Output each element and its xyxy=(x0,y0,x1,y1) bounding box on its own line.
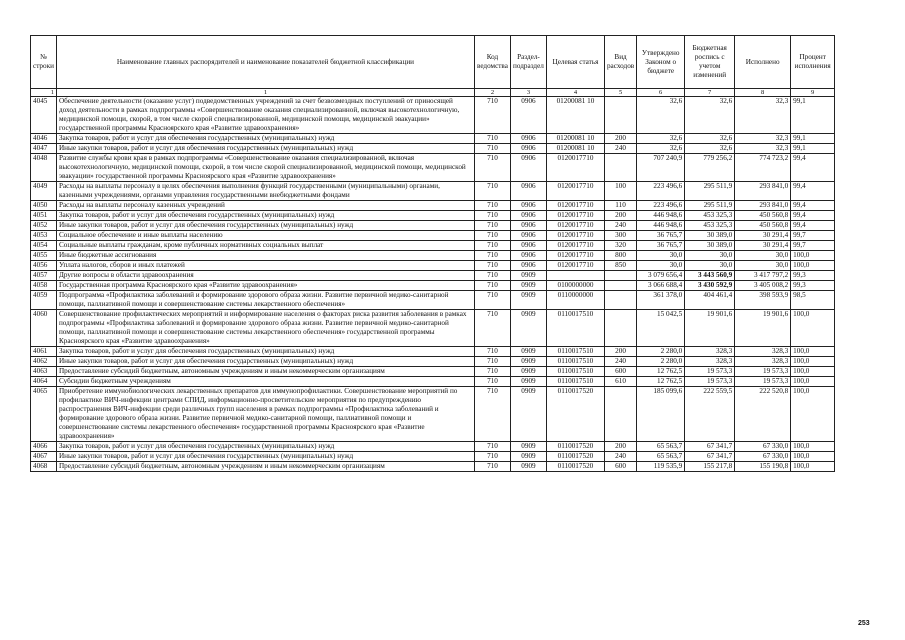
section-code: 0909 xyxy=(510,271,546,281)
row-name: Приобретение иммунобиологических лекарственных препаратов для иммунопрофилактики. Совершенствование мероприятий по профилактике ВИЧ-инфекции центрами СПИД, информационно-просветительские мероприятия по предупреждению распространения ВИЧ-инфекции среди различных групп населения в рамках подпрограммы «Профилактика заболеваний и формирование здорового образа жизни. Развитие первичной медико-санитарной помощи, паллиативной помощи и совершенствование системы лекарственного обеспечения» государственной программы Красноярского края «Развитие здравоохранения» xyxy=(56,387,474,442)
header-department-code: Код ведомства xyxy=(474,36,510,89)
section-code: 0906 xyxy=(510,154,546,182)
percent-executed: 100,0 xyxy=(791,251,835,261)
department-code: 710 xyxy=(474,442,510,452)
table-row xyxy=(31,271,835,281)
table-row xyxy=(31,291,835,310)
target-article: 0120017710 xyxy=(546,261,604,271)
percent-executed: 100,0 xyxy=(791,357,835,367)
table-row xyxy=(31,452,835,462)
budget-amount: 3 430 592,9 xyxy=(685,281,735,291)
section-code: 0906 xyxy=(510,241,546,251)
column-number: 2 xyxy=(474,89,510,97)
executed-amount: 30 291,4 xyxy=(735,241,791,251)
budget-amount: 453 325,3 xyxy=(685,211,735,221)
expense-type: 240 xyxy=(604,144,636,154)
executed-amount: 19 573,3 xyxy=(735,367,791,377)
approved-amount: 3 066 688,4 xyxy=(637,281,685,291)
section-code: 0909 xyxy=(510,281,546,291)
target-article: 0110000000 xyxy=(546,291,604,310)
section-code: 0906 xyxy=(510,144,546,154)
approved-amount: 3 079 656,4 xyxy=(637,271,685,281)
section-code: 0909 xyxy=(510,377,546,387)
row-name: Иные закупки товаров, работ и услуг для обеспечения государственных (муниципальных) нужд xyxy=(56,144,474,154)
percent-executed: 99,4 xyxy=(791,201,835,211)
section-code: 0906 xyxy=(510,134,546,144)
target-article: 0110017520 xyxy=(546,442,604,452)
section-code: 0909 xyxy=(510,452,546,462)
approved-amount: 361 378,0 xyxy=(637,291,685,310)
department-code: 710 xyxy=(474,291,510,310)
percent-executed: 100,0 xyxy=(791,347,835,357)
approved-amount: 32,6 xyxy=(637,144,685,154)
header-budget-schedule: Бюджетная роспись с учетом изменений xyxy=(685,36,735,89)
expense-type xyxy=(604,281,636,291)
department-code: 710 xyxy=(474,281,510,291)
row-name: Социальные выплаты гражданам, кроме публичных нормативных социальных выплат xyxy=(56,241,474,251)
department-code: 710 xyxy=(474,154,510,182)
row-name: Предоставление субсидий бюджетным, автономным учреждениям и иным некоммерческим организациям xyxy=(56,462,474,472)
approved-amount: 30,0 xyxy=(637,261,685,271)
row-name: Иные закупки товаров, работ и услуг для обеспечения государственных (муниципальных) нужд xyxy=(56,452,474,462)
percent-executed: 99,1 xyxy=(791,134,835,144)
budget-amount: 67 341,7 xyxy=(685,442,735,452)
executed-amount: 30 291,4 xyxy=(735,231,791,241)
target-article: 01200081 10 xyxy=(546,134,604,144)
approved-amount: 32,6 xyxy=(637,97,685,134)
header-percent: Процент исполнения xyxy=(791,36,835,89)
approved-amount: 30,0 xyxy=(637,251,685,261)
header-executed: Исполнено xyxy=(735,36,791,89)
column-number: 9 xyxy=(791,89,835,97)
section-code: 0906 xyxy=(510,231,546,241)
executed-amount: 450 560,8 xyxy=(735,211,791,221)
row-number: 4058 xyxy=(31,281,57,291)
row-name: Расходы на выплаты персоналу в целях обеспечения выполнения функций государственными (муниципальными) органами, казенными учреждениями, органами управления государственными внебюджетными фондами xyxy=(56,182,474,201)
budget-amount: 30 389,0 xyxy=(685,241,735,251)
percent-executed: 99,3 xyxy=(791,281,835,291)
expense-type: 600 xyxy=(604,462,636,472)
page-number: 253 xyxy=(858,620,870,627)
expense-type xyxy=(604,271,636,281)
approved-amount: 65 563,7 xyxy=(637,442,685,452)
row-number: 4068 xyxy=(31,462,57,472)
expense-type: 800 xyxy=(604,251,636,261)
table-row xyxy=(31,231,835,241)
target-article: 0110017510 xyxy=(546,367,604,377)
table-row xyxy=(31,182,835,201)
expense-type xyxy=(604,291,636,310)
budget-amount: 67 341,7 xyxy=(685,452,735,462)
expense-type: 300 xyxy=(604,231,636,241)
department-code: 710 xyxy=(474,134,510,144)
section-code: 0909 xyxy=(510,357,546,367)
percent-executed: 99,4 xyxy=(791,221,835,231)
row-number: 4045 xyxy=(31,97,57,134)
executed-amount: 293 841,0 xyxy=(735,182,791,201)
table-row xyxy=(31,442,835,452)
target-article: 0110017510 xyxy=(546,347,604,357)
row-name: Иные бюджетные ассигнования xyxy=(56,251,474,261)
department-code: 710 xyxy=(474,310,510,347)
target-article: 0110017520 xyxy=(546,462,604,472)
row-number: 4061 xyxy=(31,347,57,357)
budget-amount: 328,3 xyxy=(685,347,735,357)
percent-executed: 99,7 xyxy=(791,241,835,251)
budget-amount: 19 573,3 xyxy=(685,367,735,377)
expense-type xyxy=(604,387,636,442)
department-code: 710 xyxy=(474,261,510,271)
approved-amount: 2 280,0 xyxy=(637,347,685,357)
approved-amount: 707 240,9 xyxy=(637,154,685,182)
expense-type xyxy=(604,154,636,182)
department-code: 710 xyxy=(474,241,510,251)
column-number: 1 xyxy=(31,89,57,97)
department-code: 710 xyxy=(474,271,510,281)
section-code: 0906 xyxy=(510,182,546,201)
row-number: 4060 xyxy=(31,310,57,347)
budget-amount: 328,3 xyxy=(685,357,735,367)
approved-amount: 223 496,6 xyxy=(637,201,685,211)
row-name: Иные закупки товаров, работ и услуг для обеспечения государственных (муниципальных) нужд xyxy=(56,357,474,367)
department-code: 710 xyxy=(474,367,510,377)
section-code: 0906 xyxy=(510,97,546,134)
target-article: 0110017510 xyxy=(546,357,604,367)
row-number: 4056 xyxy=(31,261,57,271)
expense-type: 240 xyxy=(604,221,636,231)
table-row xyxy=(31,154,835,182)
row-number: 4059 xyxy=(31,291,57,310)
approved-amount: 223 496,6 xyxy=(637,182,685,201)
percent-executed: 99,4 xyxy=(791,154,835,182)
department-code: 710 xyxy=(474,452,510,462)
table-body xyxy=(31,97,835,472)
target-article: 0120017710 xyxy=(546,251,604,261)
row-name: Социальное обеспечение и иные выплаты населению xyxy=(56,231,474,241)
budget-amount: 32,6 xyxy=(685,97,735,134)
budget-amount: 30,0 xyxy=(685,251,735,261)
executed-amount: 774 723,2 xyxy=(735,154,791,182)
executed-amount: 222 520,8 xyxy=(735,387,791,442)
department-code: 710 xyxy=(474,387,510,442)
header-expense-type: Вид расходов xyxy=(604,36,636,89)
approved-amount: 32,6 xyxy=(637,134,685,144)
row-number: 4054 xyxy=(31,241,57,251)
budget-amount: 404 461,4 xyxy=(685,291,735,310)
executed-amount: 3 417 797,2 xyxy=(735,271,791,281)
target-article: 01200081 10 xyxy=(546,97,604,134)
column-number: 4 xyxy=(546,89,604,97)
table-row xyxy=(31,377,835,387)
column-number: 8 xyxy=(735,89,791,97)
executed-amount: 293 841,0 xyxy=(735,201,791,211)
row-name: Подпрограмма «Профилактика заболеваний и формирование здорового образа жизни. Развитие первичной медико-санитарной помощи, паллиативной помощи и совершенствование системы лекарственного обеспечения» xyxy=(56,291,474,310)
executed-amount: 32,3 xyxy=(735,144,791,154)
table-row xyxy=(31,387,835,442)
budget-amount: 19 901,6 xyxy=(685,310,735,347)
target-article xyxy=(546,271,604,281)
target-article: 0110017520 xyxy=(546,387,604,442)
target-article: 0110017510 xyxy=(546,377,604,387)
row-number: 4047 xyxy=(31,144,57,154)
percent-executed: 99,3 xyxy=(791,271,835,281)
row-number: 4048 xyxy=(31,154,57,182)
row-name: Закупка товаров, работ и услуг для обеспечения государственных (муниципальных) нужд xyxy=(56,442,474,452)
row-name: Закупка товаров, работ и услуг для обеспечения государственных (муниципальных) нужд xyxy=(56,347,474,357)
department-code: 710 xyxy=(474,462,510,472)
table-row xyxy=(31,241,835,251)
budget-amount: 3 443 560,9 xyxy=(685,271,735,281)
percent-executed: 99,7 xyxy=(791,231,835,241)
target-article: 01200081 10 xyxy=(546,144,604,154)
expense-type: 240 xyxy=(604,452,636,462)
section-code: 0906 xyxy=(510,211,546,221)
budget-amount: 30,0 xyxy=(685,261,735,271)
approved-amount: 15 042,5 xyxy=(637,310,685,347)
target-article: 0100000000 xyxy=(546,281,604,291)
row-number: 4051 xyxy=(31,211,57,221)
department-code: 710 xyxy=(474,357,510,367)
approved-amount: 185 099,6 xyxy=(637,387,685,442)
row-number: 4050 xyxy=(31,201,57,211)
percent-executed: 99,4 xyxy=(791,211,835,221)
row-number: 4062 xyxy=(31,357,57,367)
approved-amount: 12 762,5 xyxy=(637,377,685,387)
expense-type: 200 xyxy=(604,134,636,144)
header-name: Наименование главных распорядителей и наименование показателей бюджетной классификации xyxy=(56,36,474,89)
executed-amount: 155 190,8 xyxy=(735,462,791,472)
section-code: 0909 xyxy=(510,462,546,472)
row-name: Предоставление субсидий бюджетным, автономным учреждениям и иным некоммерческим организациям xyxy=(56,367,474,377)
department-code: 710 xyxy=(474,144,510,154)
department-code: 710 xyxy=(474,97,510,134)
table-row xyxy=(31,221,835,231)
column-number: 7 xyxy=(685,89,735,97)
row-number: 4046 xyxy=(31,134,57,144)
row-name: Развитие службы крови края в рамках подпрограммы «Совершенствование оказания специализированной, включая высокотехнологичную, медицинской помощи, скорой, в том числе скорой специализированной, медицинской помощи, медицинской эвакуации» государственной программы Красноярского края «Развитие здравоохранения» xyxy=(56,154,474,182)
header-approved: Утверждено Законом о бюджете xyxy=(637,36,685,89)
percent-executed: 99,1 xyxy=(791,97,835,134)
row-number: 4067 xyxy=(31,452,57,462)
target-article: 0120017710 xyxy=(546,221,604,231)
executed-amount: 328,3 xyxy=(735,347,791,357)
table-row xyxy=(31,261,835,271)
executed-amount: 3 405 008,2 xyxy=(735,281,791,291)
budget-amount: 222 559,5 xyxy=(685,387,735,442)
column-number-row xyxy=(31,89,835,97)
column-number: 6 xyxy=(637,89,685,97)
header-target-article: Целевая статья xyxy=(546,36,604,89)
table-row xyxy=(31,97,835,134)
executed-amount: 19 573,3 xyxy=(735,377,791,387)
expense-type: 320 xyxy=(604,241,636,251)
table-header xyxy=(31,36,835,97)
section-code: 0909 xyxy=(510,310,546,347)
target-article: 0110017520 xyxy=(546,452,604,462)
budget-amount: 155 217,8 xyxy=(685,462,735,472)
section-code: 0909 xyxy=(510,387,546,442)
budget-amount: 19 573,3 xyxy=(685,377,735,387)
department-code: 710 xyxy=(474,182,510,201)
target-article: 0110017510 xyxy=(546,310,604,347)
expense-type: 200 xyxy=(604,211,636,221)
section-code: 0906 xyxy=(510,251,546,261)
target-article: 0120017710 xyxy=(546,201,604,211)
row-number: 4052 xyxy=(31,221,57,231)
expense-type: 850 xyxy=(604,261,636,271)
expense-type xyxy=(604,97,636,134)
percent-executed: 100,0 xyxy=(791,452,835,462)
budget-amount: 453 325,3 xyxy=(685,221,735,231)
department-code: 710 xyxy=(474,231,510,241)
row-name: Государственная программа Красноярского края «Развитие здравоохранения» xyxy=(56,281,474,291)
table-row xyxy=(31,367,835,377)
table-row xyxy=(31,251,835,261)
row-number: 4055 xyxy=(31,251,57,261)
column-number: 3 xyxy=(510,89,546,97)
row-number: 4057 xyxy=(31,271,57,281)
executed-amount: 30,0 xyxy=(735,261,791,271)
section-code: 0909 xyxy=(510,442,546,452)
expense-type xyxy=(604,310,636,347)
expense-type: 100 xyxy=(604,182,636,201)
budget-execution-table xyxy=(30,35,835,472)
executed-amount: 19 901,6 xyxy=(735,310,791,347)
row-number: 4053 xyxy=(31,231,57,241)
executed-amount: 328,3 xyxy=(735,357,791,367)
column-number: 1 xyxy=(56,89,474,97)
executed-amount: 67 330,0 xyxy=(735,442,791,452)
department-code: 710 xyxy=(474,347,510,357)
target-article: 0120017710 xyxy=(546,211,604,221)
budget-amount: 30 389,0 xyxy=(685,231,735,241)
row-name: Закупка товаров, работ и услуг для обеспечения государственных (муниципальных) нужд xyxy=(56,134,474,144)
header-section: Раздел-подраздел xyxy=(510,36,546,89)
approved-amount: 2 280,0 xyxy=(637,357,685,367)
section-code: 0909 xyxy=(510,291,546,310)
expense-type: 110 xyxy=(604,201,636,211)
row-name: Иные закупки товаров, работ и услуг для обеспечения государственных (муниципальных) нужд xyxy=(56,221,474,231)
percent-executed: 100,0 xyxy=(791,377,835,387)
percent-executed: 100,0 xyxy=(791,462,835,472)
department-code: 710 xyxy=(474,211,510,221)
header-row-number: № строки xyxy=(31,36,57,89)
executed-amount: 32,3 xyxy=(735,134,791,144)
percent-executed: 100,0 xyxy=(791,387,835,442)
table-row xyxy=(31,281,835,291)
target-article: 0120017710 xyxy=(546,182,604,201)
row-name: Уплата налогов, сборов и иных платежей xyxy=(56,261,474,271)
department-code: 710 xyxy=(474,377,510,387)
table-row xyxy=(31,462,835,472)
executed-amount: 30,0 xyxy=(735,251,791,261)
budget-amount: 779 256,2 xyxy=(685,154,735,182)
executed-amount: 398 593,9 xyxy=(735,291,791,310)
expense-type: 200 xyxy=(604,347,636,357)
percent-executed: 100,0 xyxy=(791,310,835,347)
row-number: 4066 xyxy=(31,442,57,452)
target-article: 0120017710 xyxy=(546,241,604,251)
table-row xyxy=(31,134,835,144)
percent-executed: 100,0 xyxy=(791,442,835,452)
percent-executed: 99,1 xyxy=(791,144,835,154)
section-code: 0909 xyxy=(510,347,546,357)
row-number: 4065 xyxy=(31,387,57,442)
section-code: 0909 xyxy=(510,367,546,377)
section-code: 0906 xyxy=(510,221,546,231)
executed-amount: 67 330,0 xyxy=(735,452,791,462)
approved-amount: 446 948,6 xyxy=(637,221,685,231)
budget-amount: 295 511,9 xyxy=(685,182,735,201)
row-name: Совершенствование профилактических мероприятий и информирование населения о факторах риска развития заболевания в рамках подпрограммы «Профилактика заболеваний и формирование здорового образа жизни. Развитие первичной медико-санитарной помощи, паллиативной помощи и совершенствование системы лекарственного обеспечения» государственной программы Красноярского края «Развитие здравоохранения» xyxy=(56,310,474,347)
percent-executed: 100,0 xyxy=(791,367,835,377)
approved-amount: 36 765,7 xyxy=(637,231,685,241)
executed-amount: 32,3 xyxy=(735,97,791,134)
expense-type: 200 xyxy=(604,442,636,452)
percent-executed: 98,5 xyxy=(791,291,835,310)
department-code: 710 xyxy=(474,201,510,211)
column-number: 5 xyxy=(604,89,636,97)
row-name: Закупка товаров, работ и услуг для обеспечения государственных (муниципальных) нужд xyxy=(56,211,474,221)
budget-amount: 32,6 xyxy=(685,134,735,144)
table-row xyxy=(31,347,835,357)
row-number: 4063 xyxy=(31,367,57,377)
approved-amount: 119 535,9 xyxy=(637,462,685,472)
percent-executed: 100,0 xyxy=(791,261,835,271)
row-name: Субсидии бюджетным учреждениям xyxy=(56,377,474,387)
expense-type: 610 xyxy=(604,377,636,387)
executed-amount: 450 560,8 xyxy=(735,221,791,231)
approved-amount: 12 762,5 xyxy=(637,367,685,377)
row-name: Расходы на выплаты персоналу казенных учреждений xyxy=(56,201,474,211)
target-article: 0120017710 xyxy=(546,231,604,241)
row-name: Обеспечение деятельности (оказание услуг) подведомственных учреждений за счет безвозмездных поступлений от приносящей доход деятельности в рамках подпрограммы «Совершенствование оказания специализированной, включая высокотехнологичную, медицинской помощи, скорой, в том числе скорой специализированной, медицинской помощи, медицинской эвакуации» государственной программы Красноярского края «Развитие здравоохранения» xyxy=(56,97,474,134)
section-code: 0906 xyxy=(510,261,546,271)
table-row xyxy=(31,201,835,211)
row-name: Другие вопросы в области здравоохранения xyxy=(56,271,474,281)
expense-type: 240 xyxy=(604,357,636,367)
section-code: 0906 xyxy=(510,201,546,211)
expense-type: 600 xyxy=(604,367,636,377)
table-row xyxy=(31,357,835,367)
approved-amount: 446 948,6 xyxy=(637,211,685,221)
row-number: 4049 xyxy=(31,182,57,201)
approved-amount: 36 765,7 xyxy=(637,241,685,251)
budget-amount: 295 511,9 xyxy=(685,201,735,211)
table-row xyxy=(31,211,835,221)
department-code: 710 xyxy=(474,221,510,231)
department-code: 710 xyxy=(474,251,510,261)
approved-amount: 65 563,7 xyxy=(637,452,685,462)
table-row xyxy=(31,310,835,347)
target-article: 0120017710 xyxy=(546,154,604,182)
budget-amount: 32,6 xyxy=(685,144,735,154)
percent-executed: 99,4 xyxy=(791,182,835,201)
table-row xyxy=(31,144,835,154)
row-number: 4064 xyxy=(31,377,57,387)
